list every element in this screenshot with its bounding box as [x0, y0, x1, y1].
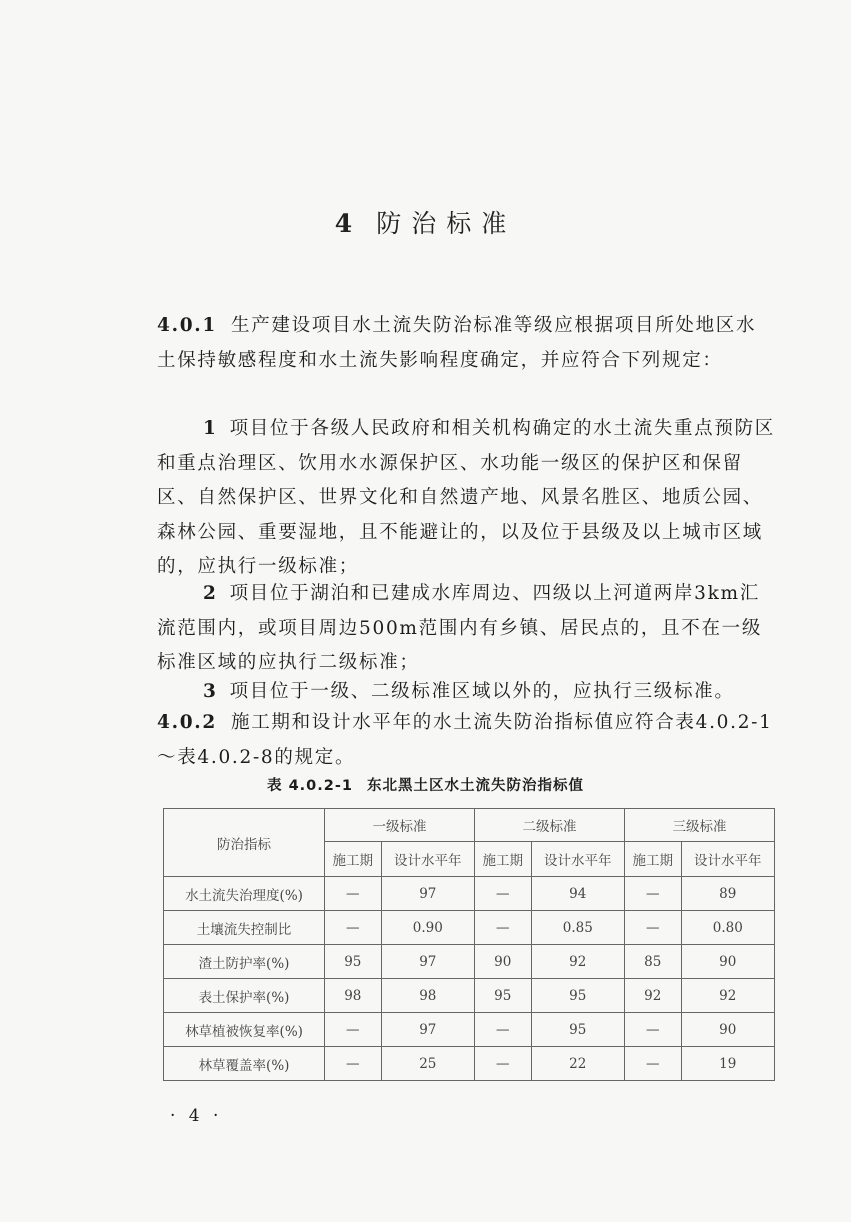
row-label: 水土流失治理度(%): [164, 877, 325, 911]
table-cell: 95: [325, 945, 382, 979]
table-row: [164, 945, 775, 979]
table-row: [164, 1047, 775, 1081]
table-title: 东北黑土区水土流失防治指标值: [366, 778, 584, 794]
table-cell: —: [474, 911, 531, 945]
row-label: 表土保护率(%): [164, 979, 325, 1013]
row-label: 渣土防护率(%): [164, 945, 325, 979]
table-row: [164, 877, 775, 911]
header-period: 施工期: [624, 842, 681, 877]
header-period: 设计水平年: [381, 842, 474, 877]
header-level-2: 二级标准: [474, 809, 624, 842]
item-text: 项目位于湖泊和已建成水库周边、四级以上河道两岸3km汇流范围内，或项目周边500m范围内有乡镇、居民点的，且不在一级标准区域的应执行二级标准；: [157, 583, 763, 673]
table-caption: [0, 774, 851, 795]
table-cell: 98: [325, 979, 382, 1013]
clause-4-0-1: [157, 309, 775, 378]
table-cell: —: [325, 1047, 382, 1081]
table-row: [164, 1013, 775, 1047]
item-text: 项目位于一级、二级标准区域以外的，应执行三级标准。: [229, 681, 735, 702]
table-cell: —: [474, 1013, 531, 1047]
table-cell: —: [325, 1013, 382, 1047]
chapter-number: 4: [334, 209, 363, 238]
table-cell: 98: [381, 979, 474, 1013]
header-corner: 防治指标: [164, 809, 325, 877]
table-cell: 85: [624, 945, 681, 979]
header-level-1: 一级标准: [325, 809, 475, 842]
table-cell: 97: [381, 1013, 474, 1047]
table-cell: 90: [681, 1013, 774, 1047]
table-cell: —: [624, 877, 681, 911]
header-period: 设计水平年: [681, 842, 774, 877]
item-number: 1: [203, 418, 218, 439]
table-cell: —: [474, 877, 531, 911]
table-cell: 95: [531, 1013, 624, 1047]
clause-4-0-2: [157, 706, 775, 775]
item-text: 项目位于各级人民政府和相关机构确定的水土流失重点预防区和重点治理区、饮用水水源保护区、水功能一级区的保护区和保留区、自然保护区、世界文化和自然遗产地、风景名胜区、地质公园、森林公园、重要湿地，且不能避让的，以及位于县级及以上城市区域的，应执行一级标准；: [157, 418, 775, 577]
table-cell: 0.80: [681, 911, 774, 945]
table-cell: 89: [681, 877, 774, 911]
list-item-2: [157, 577, 775, 681]
table-cell: 97: [381, 877, 474, 911]
header-period: 施工期: [474, 842, 531, 877]
table-cell: 90: [474, 945, 531, 979]
table-cell: 94: [531, 877, 624, 911]
table-number: 表 4.0.2-1: [267, 778, 353, 794]
header-level-3: 三级标准: [624, 809, 774, 842]
table-cell: 0.90: [381, 911, 474, 945]
table-cell: —: [325, 911, 382, 945]
table-row: [164, 979, 775, 1013]
item-number: 2: [203, 583, 218, 604]
chapter-title-text: 防治标准: [376, 209, 517, 238]
row-label: 林草覆盖率(%): [164, 1047, 325, 1081]
row-label: 土壤流失控制比: [164, 911, 325, 945]
table-cell: 0.85: [531, 911, 624, 945]
indicator-table: [163, 808, 775, 1081]
header-period: 施工期: [325, 842, 382, 877]
table-cell: 92: [624, 979, 681, 1013]
table-row: [164, 911, 775, 945]
row-label: 林草植被恢复率(%): [164, 1013, 325, 1047]
table-cell: 95: [531, 979, 624, 1013]
table-cell: —: [624, 1013, 681, 1047]
table-cell: —: [624, 911, 681, 945]
table-cell: —: [624, 1047, 681, 1081]
header-period: 设计水平年: [531, 842, 624, 877]
clause-text: 施工期和设计水平年的水土流失防治指标值应符合表4.0.2-1～表4.0.2-8的规定。: [157, 712, 773, 768]
table-cell: 95: [474, 979, 531, 1013]
table-cell: 25: [381, 1047, 474, 1081]
list-item-3: [157, 675, 775, 710]
clause-number: 4.0.2: [157, 712, 217, 733]
table-header-row: [164, 809, 775, 842]
clause-number: 4.0.1: [157, 315, 217, 336]
chapter-heading: [0, 204, 851, 240]
table-cell: 92: [531, 945, 624, 979]
list-item-1: [157, 412, 775, 585]
page-number: · 4 ·: [170, 1106, 223, 1126]
table-cell: 97: [381, 945, 474, 979]
table-cell: 90: [681, 945, 774, 979]
clause-text: 生产建设项目水土流失防治标准等级应根据项目所处地区水土保持敏感程度和水土流失影响程度确定，并应符合下列规定：: [157, 315, 757, 371]
table-cell: —: [474, 1047, 531, 1081]
table-cell: 92: [681, 979, 774, 1013]
table-cell: 22: [531, 1047, 624, 1081]
table-cell: 19: [681, 1047, 774, 1081]
item-number: 3: [203, 681, 218, 702]
table-cell: —: [325, 877, 382, 911]
